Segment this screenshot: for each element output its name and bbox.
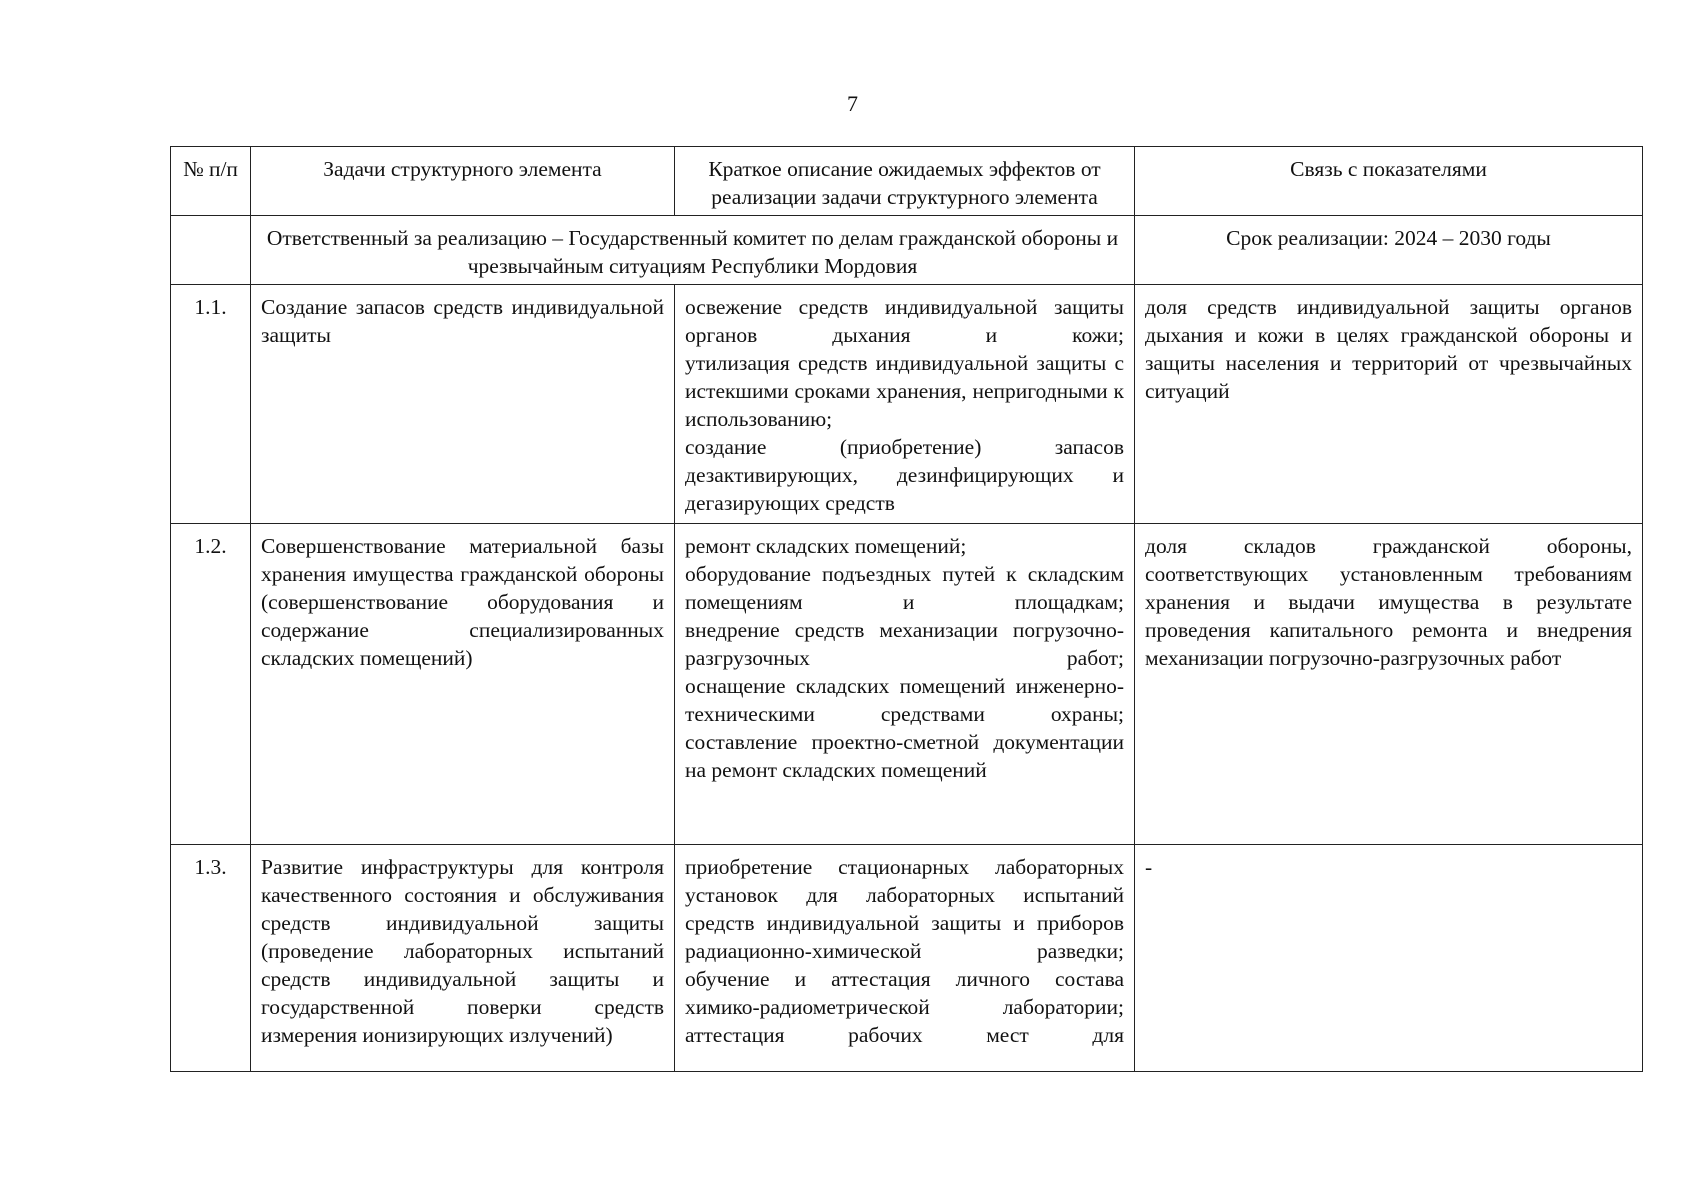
effect-item: аттестация рабочих мест для xyxy=(685,1023,1124,1047)
header-task: Задачи структурного элемента xyxy=(251,147,675,216)
table-row xyxy=(171,524,1643,845)
effect-item: составление проектно-сметной документации на ремонт складских помещений xyxy=(685,730,1124,782)
indicator-cell: доля средств индивидуальной защиты органов дыхания и кожи в целях гражданской обороны и защиты населения и территорий от чрезвычайных ситуаций xyxy=(1135,285,1643,524)
responsible-text: Ответственный за реализацию – Государственный комитет по делам гражданской обороны и чрезвычайным ситуациям Республики Мордовия xyxy=(251,216,1135,285)
effect-item: создание (приобретение) запасов дезактивирующих, дезинфицирующих и дегазирующих средств xyxy=(685,435,1124,515)
row-number: 1.2. xyxy=(171,524,251,845)
table-row xyxy=(171,845,1643,1072)
effect-item: ремонт складских помещений; xyxy=(685,534,967,558)
effect-cell xyxy=(675,285,1135,524)
effect-item: оснащение складских помещений инженерно-техническими средствами охраны; xyxy=(685,674,1124,726)
effect-item: утилизация средств индивидуальной защиты с истекшими сроками хранения, непригодными к использованию; xyxy=(685,351,1124,431)
header-num: № п/п xyxy=(171,147,251,216)
effect-cell xyxy=(675,845,1135,1072)
effect-item: освежение средств индивидуальной защиты органов дыхания и кожи; xyxy=(685,295,1124,347)
row-number: 1.3. xyxy=(171,845,251,1072)
task-cell: Развитие инфраструктуры для контроля качественного состояния и обслуживания средств индивидуальной защиты (проведение лабораторных испытаний средств индивидуальной защиты и государственной поверки средств измерения ионизирующих излучений) xyxy=(251,845,675,1072)
program-table xyxy=(170,146,1643,1072)
term-text: Срок реализации: 2024 – 2030 годы xyxy=(1135,216,1643,285)
responsible-row xyxy=(171,216,1643,285)
effect-item: внедрение средств механизации погрузочно-разгрузочных работ; xyxy=(685,618,1124,670)
effect-item: оборудование подъездных путей к складским помещениям и площадкам; xyxy=(685,562,1124,614)
indicator-cell: - xyxy=(1135,845,1643,1072)
effect-item: приобретение стационарных лабораторных установок для лабораторных испытаний средств индивидуальной защиты и приборов радиационно-химической разведки; xyxy=(685,855,1124,963)
indicator-cell: доля складов гражданской обороны, соответствующих установленным требованиям хранения и выдачи имущества в результате проведения капитального ремонта и внедрения механизации погрузочно-разгрузочных работ xyxy=(1135,524,1643,845)
effect-cell xyxy=(675,524,1135,845)
task-cell: Создание запасов средств индивидуальной защиты xyxy=(251,285,675,524)
task-cell: Совершенствование материальной базы хранения имущества гражданской обороны (совершенствование оборудования и содержание специализированных складских помещений) xyxy=(251,524,675,845)
row-number: 1.1. xyxy=(171,285,251,524)
header-link: Связь с показателями xyxy=(1135,147,1643,216)
header-effect: Краткое описание ожидаемых эффектов от реализации задачи структурного элемента xyxy=(675,147,1135,216)
effect-item: обучение и аттестация личного состава химико-радиометрической лаборатории; xyxy=(685,967,1124,1019)
table-row xyxy=(171,285,1643,524)
responsible-empty-cell xyxy=(171,216,251,285)
page-number: 7 xyxy=(847,91,858,116)
table-header-row xyxy=(171,147,1643,216)
